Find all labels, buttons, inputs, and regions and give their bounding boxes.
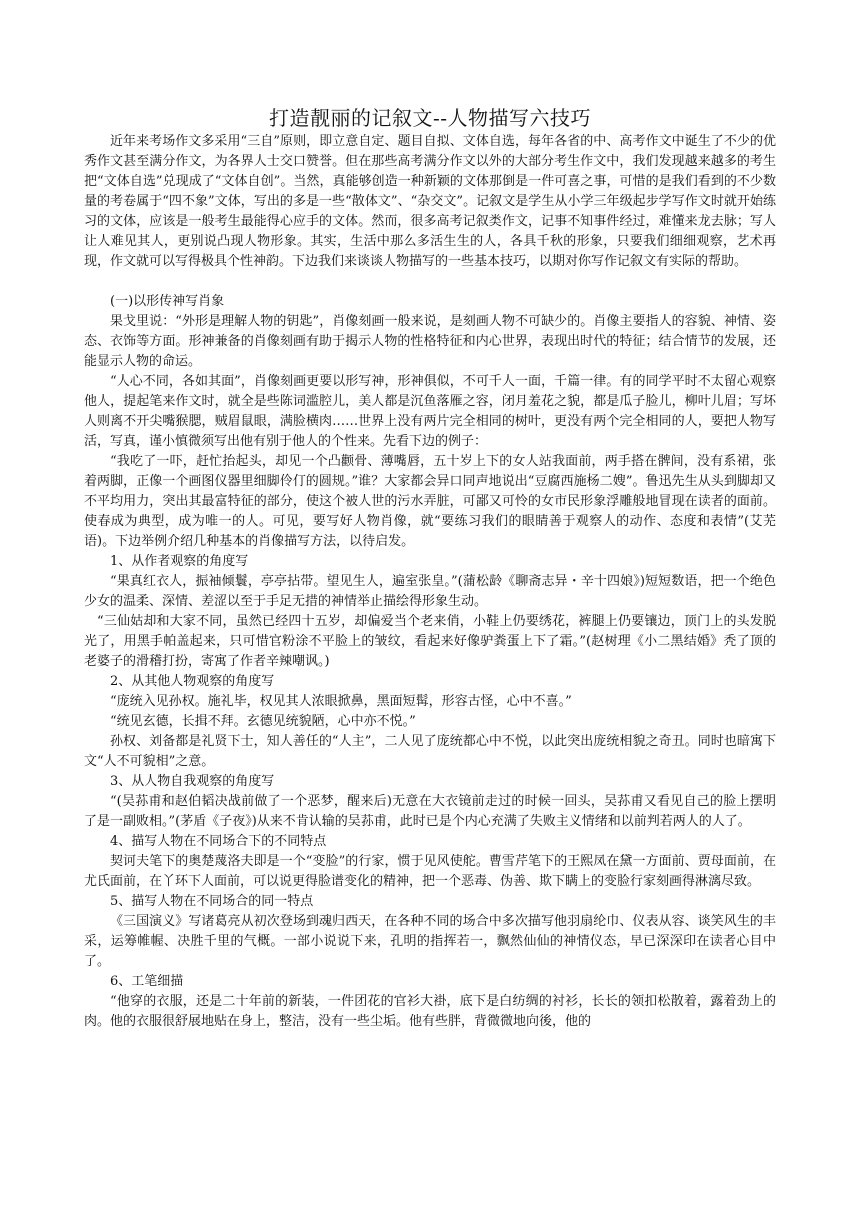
paragraph: “他穿的衣服，还是二十年前的新装，一件团花的官衫大褂，底下是白纺绸的衬衫，长长的领扣松散着，露着劲上的肉。他的衣服很舒展地贴在身上，整洁，没有一些尘垢。他有些胖，背微微地向後，他的 xyxy=(84,994,776,1029)
paragraph: “(吴荪甫和赵伯韬决战前做了一个恶梦，醒来后)无意在大衣镜前走过的时候一回头，吴荪甫又看见自己的脸上摆明了是一副败相。”(茅盾《子夜》)从来不肯认输的吴荪甫，此时已是个内心充满了失败主义情绪和以前判若两人的人了。 xyxy=(84,794,776,829)
subheading: 3、从人物自我观察的角度写 xyxy=(110,774,275,789)
paragraph: “三仙姑却和大家不同，虽然已经四十五岁，却偏爱当个老来俏，小鞋上仍要绣花，裤腿上仍要镶边，顶门上的头发脱光了，用黑手帕盖起来，只可惜官粉涂不平脸上的皱纹，看起来好像驴粪蛋上下了霜。”(赵树理《小二黑结婚》秃了顶的老婆子的滑稽打扮，寄寓了作者辛辣嘲讽。) xyxy=(84,614,776,669)
paragraph: “统见玄德，长揖不拜。玄德见统貌陋，心中亦不悦。” xyxy=(110,714,416,729)
document-title: 打造靓丽的记叙文--人物描写六技巧 xyxy=(268,106,591,130)
paragraph: 果戈里说：“外形是理解人物的钥匙”，肖像刻画一般来说，是刻画人物不可缺少的。肖像主要指人的容貌、神情、姿态、衣饰等方面。形神兼备的肖像刻画有助于揭示人物的性格特征和内心世界，表现出时代的特征；结合情节的发展，还能显示人物的命运。 xyxy=(84,314,776,369)
subheading: 5、描写人物在不同场合的同一特点 xyxy=(110,894,314,909)
paragraph: “果真红衣人，振袖倾鬟，亭亭拈带。望见生人，遍室张皇。”(蒲松龄《聊斋志异・辛十四娘》)短短数语，把一个绝色少女的温柔、深情、差涩以至于手足无措的神情举止描绘得形象生动。 xyxy=(84,574,776,609)
paragraph-intro: 近年来考场作文多采用“三自”原则，即立意自定、题目自拟、文体自选，每年各省的中、高考作文中诞生了不少的优秀作文甚至满分作文，为各界人士交口赞誉。但在那些高考满分作文以外的大部分考生作文中，我们发现越来越多的考生把“文体自选”兑现成了“文体自创”。当然，真能够创造一种新颖的文体那倒是一件可喜之事，可惜的是我们看到的不少数量的考卷属于“四不象”文体，写出的多是一些“散体文”、“杂交文”。记叙文是学生从小学三年级起步学写作文时就开始练习的文体，应该是一般考生最能得心应手的文体。然而，很多高考记叙类作文，记事不知事件经过，难懂来龙去脉；写人让人难见其人，更别说凸现人物形象。其实，生活中那么多活生生的人，各具千秋的形象，只要我们细细观察，艺术再现，作文就可以写得极具个性神韵。下边我们来谈谈人物描写的一些基本技巧，以期对你写作记叙文有实际的帮助。 xyxy=(84,134,776,269)
paragraph: “我吃了一吓，赶忙抬起头，却见一个凸颧骨、薄嘴唇，五十岁上下的女人站我面前，两手搭在髀间，没有系裙，张着两脚，正像一个画图仪器里细脚伶仃的圆规。”谁？大家都会异口同声地说出“豆腐西施杨二嫂”。鲁迅先生从头到脚却又不平均用力，突出其最富特征的部分，使这个被人世的污水弄脏，可鄙又可怜的女市民形象浮雕般地冒现在读者的面前。使春成为典型，成为唯一的人。可见，要写好人物肖像，就“要练习我们的眼睛善于观察人的动作、态度和表情”(艾芜语)。下边举例介绍几种基本的肖像描写方法，以待启发。 xyxy=(84,454,776,549)
paragraph: 孙权、刘备都是礼贤下士，知人善任的“人主”，二人见了庞统都心中不悦，以此突出庞统相貌之奇丑。同时也暗寓下文“人不可貌相”之意。 xyxy=(84,734,776,769)
paragraph: “人心不同，各如其面”，肖像刻画更要以形写神，形神俱似，不可千人一面，千篇一律。有的同学平时不太留心观察他人，提起笔来作文时，就全是些陈词滥腔儿，美人都是沉鱼落雁之容，闭月羞花之貌，都是瓜子脸儿，柳叶儿眉；写坏人则离不开尖嘴猴腮，贼眉鼠眼，满脸横肉……世界上没有两片完全相同的树叶，更没有两个完全相同的人，要把人物写活，写真，谨小慎微须写出他有别于他人的个性来。先看下边的例子： xyxy=(84,374,776,449)
paragraph: 契诃夫笔下的奥楚蔑洛夫即是一个“变脸”的行家，惯于见风使舵。曹雪芹笔下的王熙凤在黛一方面前、贾母面前，在尤氏面前，在丫环下人面前，可以说更得脸谱变化的精神，把一个恶毒、伪善、欺下瞒上的变脸行家刻画得淋漓尽致。 xyxy=(84,854,776,889)
subheading: 2、从其他人物观察的角度写 xyxy=(110,674,275,689)
paragraph: “庞统入见孙权。施礼毕，权见其人浓眼掀鼻，黑面短髯，形容古怪，心中不喜。” xyxy=(110,694,572,709)
section-heading: (一)以形传神写肖象 xyxy=(110,294,225,309)
paragraph-gap xyxy=(84,272,776,292)
subheading: 4、描写人物在不同场合下的不同特点 xyxy=(110,834,327,849)
subheading: 1、从作者观察的角度写 xyxy=(110,554,249,569)
subheading: 6、工笔细描 xyxy=(110,974,184,989)
paragraph: 《三国演义》写诸葛亮从初次登场到魂归西天，在各种不同的场合中多次描写他羽扇纶巾、仪表从容、谈笑风生的丰采，运筹帷幄、决胜千里的气概。一部小说说下来，孔明的指挥若一，飘然仙仙的神情仪态，早已深深印在读者心目中了。 xyxy=(84,914,776,969)
